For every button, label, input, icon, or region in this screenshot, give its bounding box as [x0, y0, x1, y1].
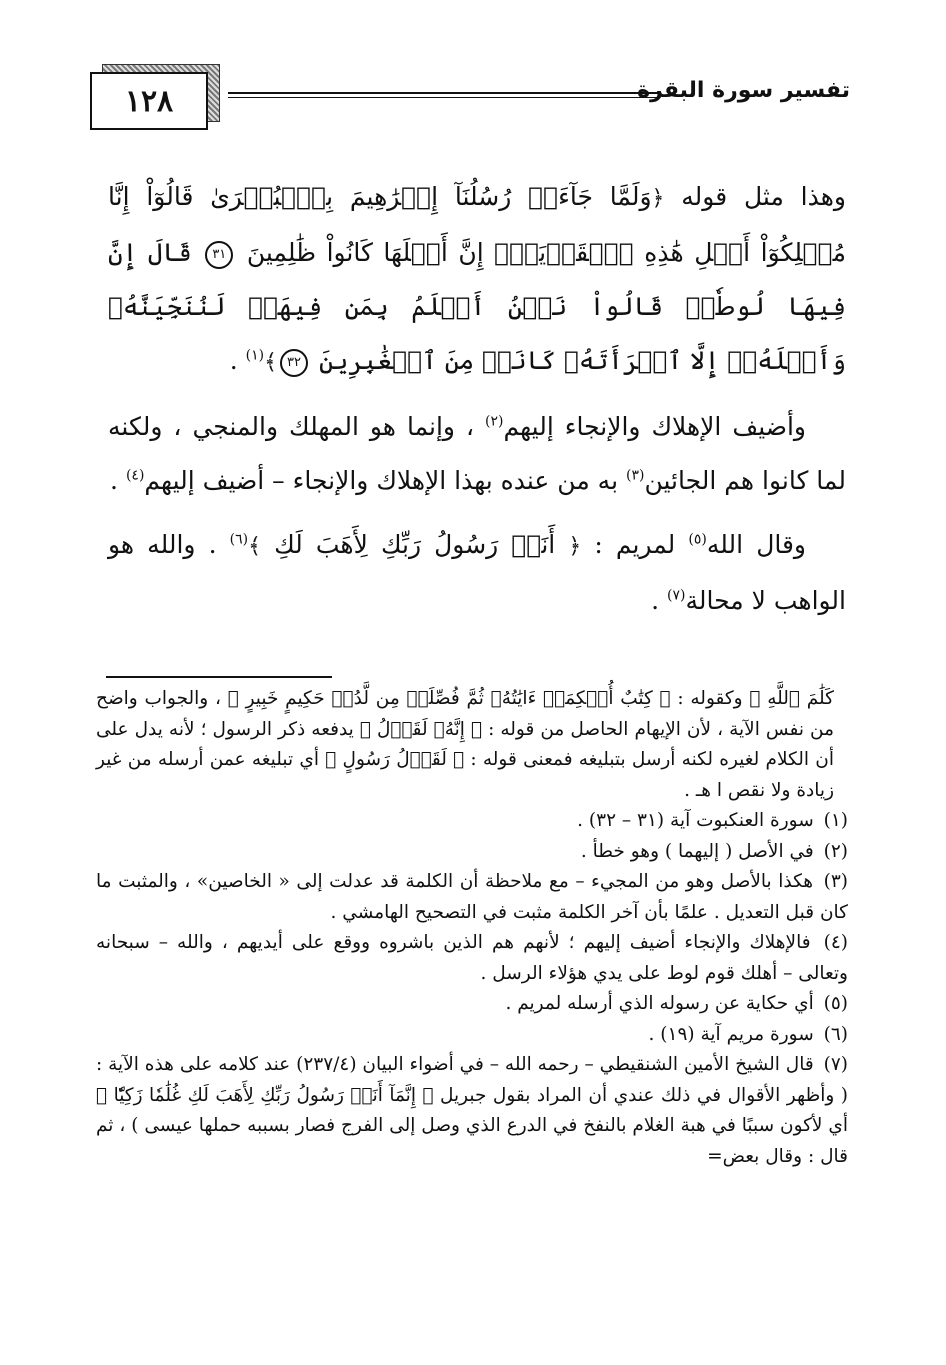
p3-text-3: . والله هو الواهب لا محالة	[108, 530, 846, 615]
footnote-1	[96, 806, 848, 837]
quran-verse-31: وَلَمَّا جَآءَتۡ رُسُلُنَآ إِبۡرَٰهِيمَ بِٱلۡبُشۡرَىٰ قَالُوٓاْ إِنَّا مُهۡلِكُوٓاْ أَهۡلِ هَٰذِهِ ٱلۡقَرۡيَةِۖ إِنَّ أَهۡلَهَا كَانُواْ ظَٰلِمِينَ	[108, 182, 846, 267]
footnote-text: هكذا بالأصل وهو من المجيء – مع ملاحظة أن الكلمة قد عدلت إلى « الخاصين» ، والمثبت ما كان قبل التعديل . علمًا بأن آخر الكلمة مثبت في التصحيح الهامشي .	[96, 871, 848, 923]
footnote-number: (٦)	[823, 1023, 848, 1045]
page-header	[90, 62, 850, 142]
footnote-text: قال الشيخ الأمين الشنقيطي – رحمه الله – في أضواء البيان (٢٣٧/٤) عند كلامه على هذه الآية : ( وأظهر الأقوال في ذلك عندي أن المراد بقول جبريل ﴿ إِنَّمَآ أَنَا۠ رَسُولُ رَبِّكِ لِأَهَبَ لَكِ غُلَٰمٗا زَكِيّٗا ﴾ أي لأكون سببًا في هبة الغلام بالنفخ في الدرع الذي وصل إلى الفرج فصار بسببه حملها عيسى ) ، ثم قال : وقال بعض=	[96, 1054, 848, 1167]
p1-end: .	[229, 346, 238, 375]
footnote-ref-3: (٣)	[625, 467, 645, 484]
p2-end: .	[110, 466, 118, 495]
footnote-number: (٣)	[823, 871, 848, 892]
header-rule-thin	[228, 97, 658, 98]
running-title: تفسير سورة البقرة	[637, 78, 850, 103]
footnote-number: (١)	[823, 810, 848, 831]
footnote-4	[96, 928, 848, 989]
footnote-number: (٧)	[823, 1054, 848, 1075]
p1-lead: وهذا مثل قوله	[681, 182, 846, 211]
footnote-number: (٥)	[823, 993, 848, 1014]
header-rule	[228, 92, 658, 100]
quran-open-bracket: ﴿	[568, 534, 582, 559]
p3-text-1: وقال الله	[706, 530, 806, 559]
footnote-ref-6: (٦)	[229, 531, 249, 548]
footnote-ref-7: (٧)	[667, 587, 686, 604]
footnote-ref-4: (٤)	[125, 467, 145, 484]
p3-end: .	[651, 586, 660, 615]
footnote-text: فالإهلاك والإنجاء أضيف إليهم ؛ لأنهم هم الذين باشروه ووقع على أيديهم ، والله – سبحانه وتعالى – أهلك قوم لوط على يدي هؤلاء الرسل .	[96, 932, 848, 984]
p2-text-3: به من عنده بهذا الإهلاك والإنجاء – أضيف إليهم	[144, 466, 619, 495]
footnote-text: أي حكاية عن رسوله الذي أرسله لمريم .	[505, 993, 814, 1014]
footnote-number: (٢)	[823, 840, 848, 862]
quran-close-bracket: ﴾	[248, 534, 261, 559]
footnote-5	[96, 989, 848, 1020]
footnote-ref-1: (١)	[245, 347, 265, 364]
footnote-ref-5: (٥)	[688, 531, 707, 548]
paragraph-1	[108, 170, 846, 390]
header-rule-thick	[228, 92, 658, 94]
quran-close-bracket: ﴾	[264, 350, 278, 375]
paragraph-2	[108, 400, 846, 508]
footnote-2	[96, 837, 848, 868]
quran-open-bracket: ﴿	[651, 186, 665, 211]
footnote-6	[96, 1020, 848, 1051]
paragraph-3	[108, 518, 846, 628]
footnote-text: سورة مريم آية (١٩) .	[648, 1023, 814, 1045]
quran-verse-32: قَالَ إِنَّ فِيهَا لُوطٗاۚ قَالُواْ نَحۡنُ أَعۡلَمُ بِمَن فِيهَاۖ لَنُنَجِّيَنَّهُۥ وَأَهۡلَهُۥٓ إِلَّا ٱمۡرَأَتَهُۥ كَانَتۡ مِنَ ٱلۡغَٰبِرِينَ	[108, 238, 846, 375]
verse-number-31: ٣١	[205, 241, 233, 269]
quran-maryam-19: أَنَا۠ رَسُولُ رَبِّكِ لِأَهَبَ لَكِ	[274, 530, 556, 559]
page-number: ١٢٨	[90, 72, 208, 130]
p3-text-2: لمريم :	[594, 530, 676, 559]
footnotes	[96, 684, 848, 1172]
p2-text-2: ، وإنما هو المهلك والمنجي ، ولكنه لما كانوا هم الجائين	[108, 412, 846, 495]
footnote-separator	[106, 676, 332, 678]
verse-number-32: ٣٢	[280, 349, 308, 377]
footnote-text: في الأصل ( إليهما ) وهو خطأ .	[580, 840, 814, 862]
footnote-number: (٤)	[823, 932, 848, 953]
footnote-continuation: كَلَٰمَ ٱللَّهِ ﴾ وكقوله : ﴿ كِتَٰبٌ أُحۡكِمَتۡ ءَايَٰتُهُۥ ثُمَّ فُصِّلَتۡ مِن لَّدُنۡ حَكِيمٍ خَبِيرٍ ﴾ ، والجواب واضح من نفس الآية ، لأن الإيهام الحاصل من قوله : ﴿ إِنَّهُۥ لَقَوۡلُ ﴾ يدفعه ذكر الرسول ؛ لأنه يدل على أن الكلام لغيره لكنه أرسل بتبليغه فمعنى قوله : ﴿ لَقَوۡلُ رَسُولٍ ﴾ أي تبليغه عمن أرسله من غير زيادة ولا نقص ا هـ .	[96, 688, 834, 801]
p2-text-1: وأضيف الإهلاك والإنجاء إليهم	[503, 412, 807, 441]
footnote-3	[96, 867, 848, 928]
footnote-text: سورة العنكبوت آية (٣١ – ٣٢) .	[577, 810, 814, 831]
footnote-7	[96, 1050, 848, 1172]
main-text	[108, 170, 846, 638]
footnote-ref-2: (٢)	[485, 413, 504, 430]
